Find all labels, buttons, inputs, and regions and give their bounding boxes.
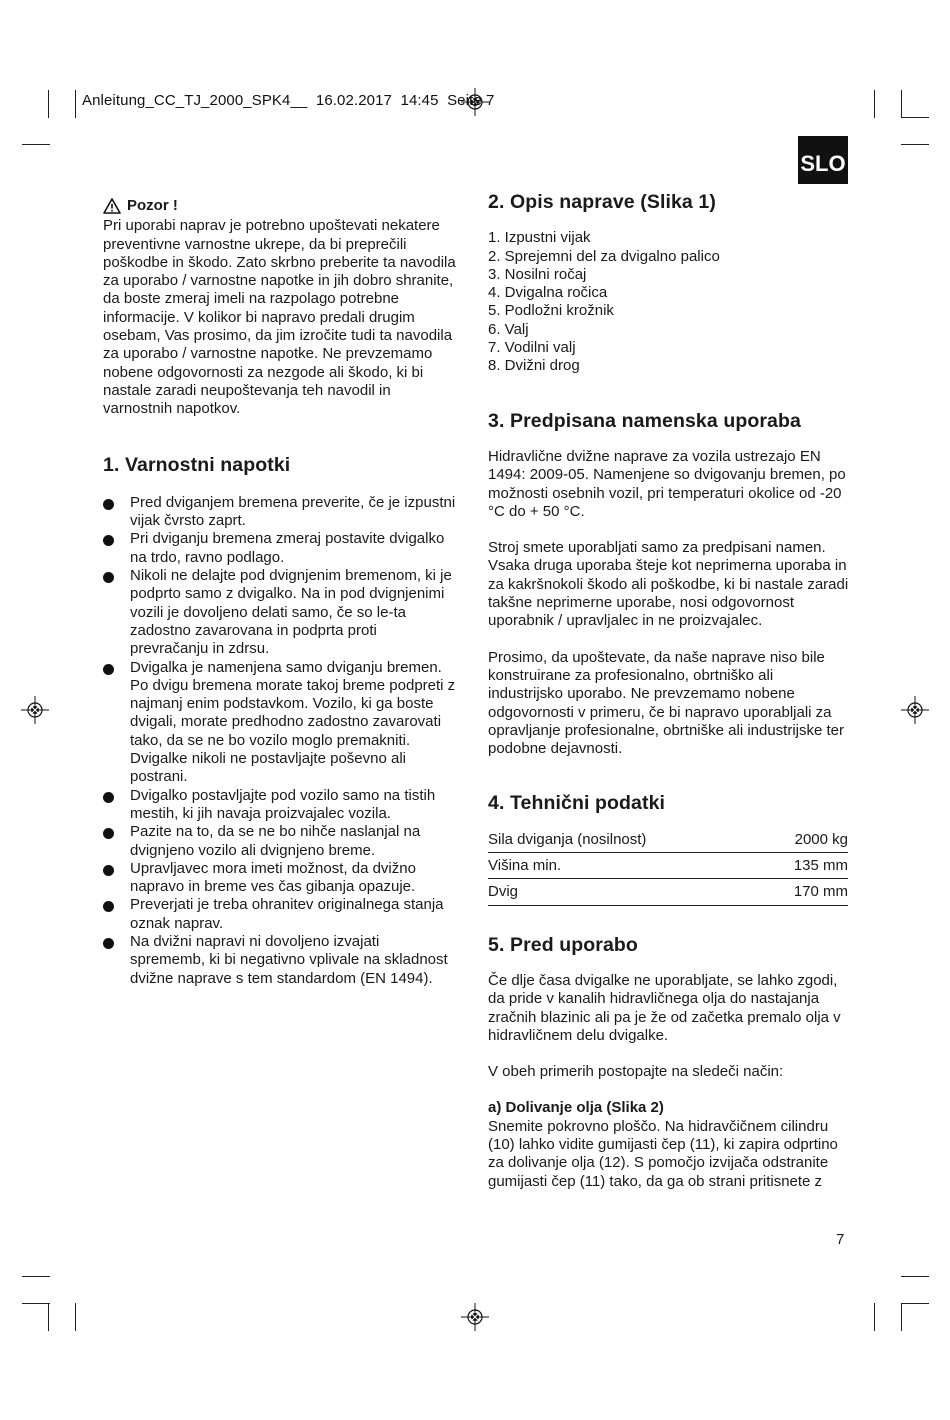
safety-item: Pri dviganju bremena zmeraj postavite dvigalko na trdo, ravno podlago. bbox=[103, 530, 458, 567]
left-column bbox=[103, 197, 458, 988]
safety-item: Upravljavec mora imeti možnost, da dvižno napravo in breme ves čas gibanja opazuje. bbox=[103, 860, 458, 897]
part-item: 2. Sprejemni del za dvigalno palico bbox=[488, 247, 720, 265]
before-use-subheading: a) Dolivanje olja (Slika 2) bbox=[488, 1099, 664, 1117]
crop-mark bbox=[22, 144, 50, 145]
parts-list bbox=[488, 229, 850, 375]
technical-table bbox=[488, 827, 848, 906]
technical-heading: 4. Tehnični podatki bbox=[488, 792, 666, 815]
crop-mark bbox=[874, 90, 875, 118]
before-use-paragraph: V obeh primerih postopajte na sledeči način: bbox=[488, 1063, 784, 1081]
part-item: 3. Nosilni ročaj bbox=[488, 265, 587, 283]
warning-title-text: Pozor ! bbox=[127, 197, 178, 214]
spec-value: 135 mm bbox=[756, 853, 848, 879]
part-item: 7. Vodilni valj bbox=[488, 339, 576, 357]
part-item: 4. Dvigalna ročica bbox=[488, 284, 608, 302]
spec-label: Dvig bbox=[488, 879, 756, 905]
part-item: 6. Valj bbox=[488, 320, 529, 338]
part-item: 5. Podložni krožnik bbox=[488, 302, 614, 320]
spec-label: Sila dviganja (nosilnost) bbox=[488, 827, 756, 853]
part-item: 1. Izpustni vijak bbox=[488, 229, 591, 247]
intended-use-paragraph: Hidravlične dvižne naprave za vozila ustrezajo EN 1494: 2009-05. Namenjene so dvigovanju bremen, po možnosti osebnih vozil, pri temperaturi okolice od -20 °C do + 50 °C. bbox=[488, 447, 846, 520]
print-slug: Anleitung_CC_TJ_2000_SPK4__ 16.02.2017 14:45 Seite 7 bbox=[82, 92, 495, 109]
crop-mark bbox=[901, 1303, 902, 1331]
before-use-paragraph: Če dlje časa dvigalke ne uporabljate, se lahko zgodi, da pride v kanalih hidravličnega olja do nastajanja zračnih blazinic ali pa je že od začetka premalo olja v hidravličnem delu dvigalke. bbox=[488, 971, 841, 1044]
crop-mark bbox=[901, 117, 929, 118]
safety-item: Nikoli ne delajte pod dvignjenim bremenom, ki je podprto samo z dvigalko. Na in pod dvignjenimi vozili je dovoljeno delati samo, če so le-ta zadostno zavarovana in podprta proti prevračanju in zdrsu. bbox=[103, 567, 458, 658]
intended-use-heading: 3. Predpisana namenska uporaba bbox=[488, 409, 801, 432]
intended-use-paragraph: Stroj smete uporabljati samo za predpisani namen. Vsaka druga uporaba šteje kot neprimerna uporaba in za kakršnokoli škodo ali poškodbe, ki bi nastale zaradi takšne neprimerne uporabe, nosi odgovornost uporabnik / upravljalec in ne proizvajalec. bbox=[488, 539, 849, 630]
safety-item: Preverjati je treba ohranitev originalnega stanja oznak naprav. bbox=[103, 896, 458, 933]
safety-heading: 1. Varnostni napotki bbox=[103, 453, 291, 476]
crop-mark bbox=[75, 1303, 76, 1331]
crop-mark bbox=[901, 1303, 929, 1304]
before-use-paragraph: Snemite pokrovno ploščo. Na hidravčičnem cilindru (10) lahko vidite gumijasti čep (11), ki zapira odprtino za dolivanje olja (12). S pomočjo izvijača odstranite gumijasti čep (11) tako, da ga ob strani pritisnete z bbox=[488, 1117, 838, 1190]
registration-mark-icon bbox=[461, 1303, 489, 1331]
table-row bbox=[488, 879, 848, 905]
warning-title bbox=[103, 197, 458, 215]
spec-value: 170 mm bbox=[756, 879, 848, 905]
safety-list bbox=[103, 494, 458, 988]
warning-triangle-icon bbox=[103, 198, 121, 214]
safety-item: Dvigalko postavljajte pod vozilo samo na tistih mestih, ki jih navaja proizvajalec vozila. bbox=[103, 787, 458, 824]
safety-item: Pred dviganjem bremena preverite, če je izpustni vijak čvrsto zaprt. bbox=[103, 494, 458, 531]
crop-mark bbox=[22, 1276, 50, 1277]
crop-mark bbox=[874, 1303, 875, 1331]
safety-item: Na dvižni napravi ni dovoljeno izvajati sprememb, ki bi negativno vplivale na skladnost dvižne naprave s tem standardom (EN 1494). bbox=[103, 933, 458, 988]
spec-value: 2000 kg bbox=[756, 827, 848, 853]
warning-text: Pri uporabi naprav je potrebno upoštevati nekatere preventivne varnostne ukrepe, da bi preprečili poškodbe in škodo. Zato skrbno preberite ta navodila za uporabo / varnostne napotke in jih dobro shranite, da boste zmeraj imeli na razpolago potrebne informacije. V kolikor bi napravo predali drugim osebam, Vas prosimo, da jim izročite tudi ta navodila za uporabo / varnostne napotke. Ne prevzemamo nobene odgovornosti za nezgode ali škodo, ki bi nastale zaradi neupoštevanja teh navodil in varnostnih napotkov. bbox=[103, 217, 456, 418]
crop-mark bbox=[901, 1276, 929, 1277]
crop-mark bbox=[75, 90, 76, 118]
crop-mark bbox=[901, 90, 902, 118]
before-use-heading: 5. Pred uporabo bbox=[488, 933, 638, 956]
spec-label: Višina min. bbox=[488, 853, 756, 879]
crop-mark bbox=[48, 90, 49, 118]
page-number: 7 bbox=[836, 1231, 845, 1248]
table-row bbox=[488, 853, 848, 879]
safety-item: Dvigalka je namenjena samo dviganju bremen. Po dvigu bremena morate takoj breme podpreti z najmanj enim podstavkom. Vozilo, ki ga boste dvigali, morate predhodno zadostno zavarovati tako, da se ne bo vozilo moglo premakniti. Dvigalke nikoli ne postavljajte poševno ali postrani. bbox=[103, 659, 458, 787]
description-heading: 2. Opis naprave (Slika 1) bbox=[488, 191, 716, 213]
intended-use-paragraph: Prosimo, da upoštevate, da naše naprave niso bile konstruirane za profesionalno, obrtniško ali industrijsko uporabo. Ne prevzemamo nobene odgovornosti v primeru, če bi napravo uporabljali za opravljanje profesionalne, obrtniške ali industrijske ter podobne dejavnosti. bbox=[488, 648, 845, 758]
crop-mark bbox=[22, 1303, 50, 1304]
safety-item: Pazite na to, da se ne bo nihče naslanjal na dvignjeno vozilo ali dvignjeno breme. bbox=[103, 823, 458, 860]
part-item: 8. Dvižni drog bbox=[488, 357, 580, 375]
table-row bbox=[488, 827, 848, 853]
crop-mark bbox=[48, 1303, 49, 1331]
registration-mark-icon bbox=[21, 696, 49, 724]
crop-mark bbox=[901, 144, 929, 145]
registration-mark-icon bbox=[901, 696, 929, 724]
right-column bbox=[488, 193, 850, 1191]
language-badge: SLO bbox=[798, 136, 848, 184]
